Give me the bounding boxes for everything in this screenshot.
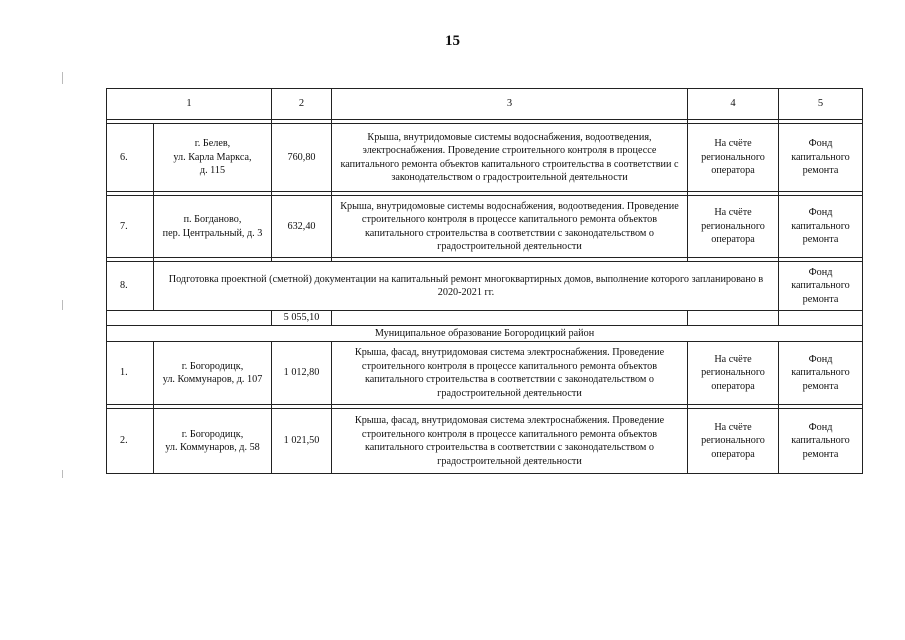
funds-location: На счёте регионального оператора [688,342,779,405]
address-cell [154,409,272,474]
column-number-row [107,89,863,120]
address-line: пер. Центральный, д. 3 [162,227,263,239]
address-line: г. Белев, [194,138,231,150]
works-description: Крыша, фасад, внутридомовая система электроснабжения. Проведение строительного контроля в процессе капитального ремонта объектов капитального строительства в соответствии с законодательством о градостроительной деятельности [332,409,688,474]
total-cost: 5 055,10 [272,311,332,326]
funding-source: Фонд капитального ремонта [779,342,863,405]
row-number: 6. [107,124,154,192]
header-cell: 5 [779,89,863,120]
funds-location: На счёте регионального оператора [688,124,779,192]
table-row [107,196,863,258]
address-line: ул. Коммунаров, д. 58 [165,442,260,453]
funding-source: Фонд капитального ремонта [779,409,863,474]
table-row [107,262,863,311]
address-line: г. Богородицк, [181,360,244,372]
table-row [107,124,863,192]
header-cell: 1 [107,89,272,120]
design-docs-description: Подготовка проектной (сметной) документации на капитальный ремонт многоквартирных домов, выполнение которого запланировано в 2020-2021 гг. [154,262,779,311]
works-description: Крыша, фасад, внутридомовая система электроснабжения. Проведение строительного контроля в процессе капитального ремонта объектов капитального строительства в соответствии с законодательством о градостроительной деятельности [332,342,688,405]
header-cell: 4 [688,89,779,120]
address-cell [154,196,272,258]
header-cell: 3 [332,89,688,120]
address-line: ул. Карла Маркса, [173,151,252,163]
row-number: 8. [107,262,154,311]
works-table [106,88,863,474]
works-description: Крыша, внутридомовые системы водоснабжения, водоотведения, электроснабжения. Проведение строительного контроля в процессе капитального ремонта объектов капитального строительства в соответствии с законодательством о градостроительной деятельности [332,124,688,192]
section-row [107,325,863,342]
total-row [107,311,863,326]
header-cell: 2 [272,89,332,120]
page-number: 15 [445,33,460,49]
funding-source: Фонд капитального ремонта [779,262,863,311]
cost-cell: 760,80 [272,124,332,192]
funds-location: На счёте регионального оператора [688,409,779,474]
address-line: г. Богородицк, [181,428,244,440]
table-row [107,409,863,474]
row-number: 7. [107,196,154,258]
address-cell [154,124,272,192]
row-number: 1. [107,342,154,405]
address-cell [154,342,272,405]
margin-mark [62,470,63,478]
cost-cell: 1 012,80 [272,342,332,405]
margin-mark [62,72,63,84]
cost-cell: 1 021,50 [272,409,332,474]
address-line: п. Богданово, [183,214,242,225]
section-title: Муниципальное образование Богородицкий район [107,325,863,342]
funding-source: Фонд капитального ремонта [779,196,863,258]
address-line: ул. Коммунаров, д. 107 [162,374,263,385]
funding-source: Фонд капитального ремонта [779,124,863,192]
table-row [107,342,863,405]
address-line: д. 115 [199,165,226,177]
works-description: Крыша, внутридомовые системы водоснабжения, водоотведения. Проведение строительного контроля в процессе капитального ремонта объектов капитального строительства в соответствии с законодательством о градостроительной деятельности [332,196,688,258]
cost-cell: 632,40 [272,196,332,258]
margin-mark [62,300,63,310]
funds-location: На счёте регионального оператора [688,196,779,258]
row-number: 2. [107,409,154,474]
